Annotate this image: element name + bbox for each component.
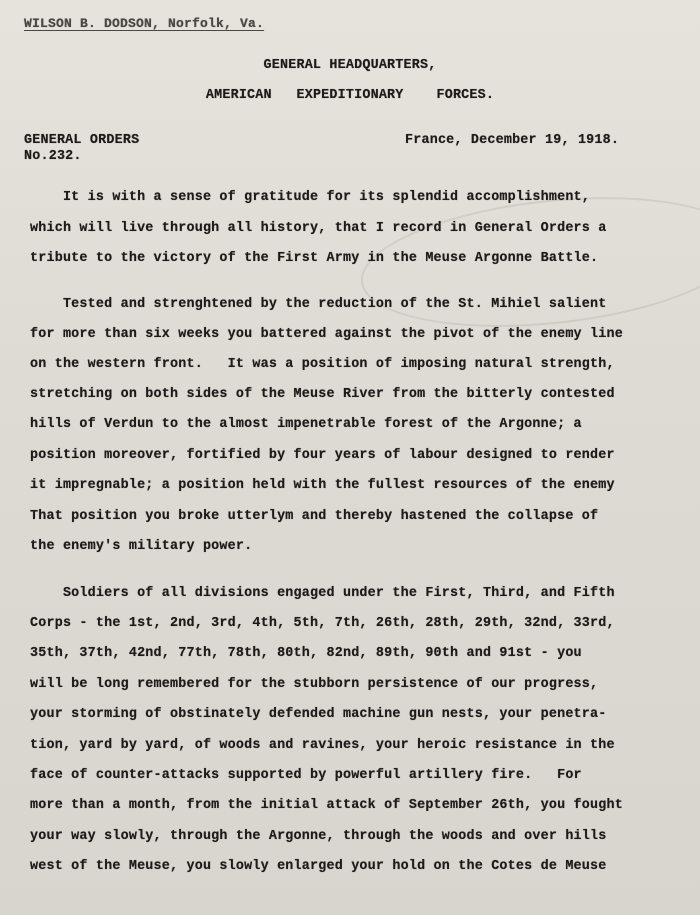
body-line: Soldiers of all divisions engaged under the First, Third, and Fifth xyxy=(30,586,615,601)
heading-line-2: AMERICAN EXPEDITIONARY FORCES. xyxy=(205,88,495,103)
body-line: That position you broke utterlym and thereby hastened the collapse of xyxy=(30,509,599,524)
body-line: for more than six weeks you battered against the pivot of the enemy line xyxy=(30,327,623,342)
body-line: on the western front. It was a position of imposing natural strength, xyxy=(30,357,615,372)
body-line: will be long remembered for the stubborn persistence of our progress, xyxy=(30,677,599,692)
body-line: 35th, 37th, 42nd, 77th, 78th, 80th, 82nd, 89th, 90th and 91st - you xyxy=(30,646,582,661)
place-date: France, December 19, 1918. xyxy=(405,133,620,148)
orders-number: No.232. xyxy=(24,149,82,164)
body-line: your way slowly, through the Argonne, through the woods and over hills xyxy=(30,829,607,844)
body-line: the enemy's military power. xyxy=(30,539,253,554)
body-line: tribute to the victory of the First Army in the Meuse Argonne Battle. xyxy=(30,251,599,266)
body-line: face of counter-attacks supported by powerful artillery fire. For xyxy=(30,768,582,783)
body-line: which will live through all history, that I record in General Orders a xyxy=(30,221,607,236)
body-line: it impregnable; a position held with the fullest resources of the enemy xyxy=(30,478,615,493)
body-line: It is with a sense of gratitude for its splendid accomplishment, xyxy=(30,190,591,205)
body-line: tion, yard by yard, of woods and ravines, your heroic resistance in the xyxy=(30,738,615,753)
body-line: Tested and strenghtened by the reduction of the St. Mihiel salient xyxy=(30,297,607,312)
orders-label: GENERAL ORDERS xyxy=(24,133,140,148)
heading-line-1: GENERAL HEADQUARTERS, xyxy=(263,58,437,73)
body-line: your storming of obstinately defended machine gun nests, your penetra- xyxy=(30,707,607,722)
letterhead: WILSON B. DODSON, Norfolk, Va. xyxy=(24,16,265,31)
body-line: hills of Verdun to the almost impenetrable forest of the Argonne; a xyxy=(30,417,582,432)
body-line: more than a month, from the initial attack of September 26th, you fought xyxy=(30,798,623,813)
body-line: position moreover, fortified by four years of labour designed to render xyxy=(30,448,615,463)
body-line: stretching on both sides of the Meuse River from the bitterly contested xyxy=(30,387,615,402)
body-line: Corps - the 1st, 2nd, 3rd, 4th, 5th, 7th, 26th, 28th, 29th, 32nd, 33rd, xyxy=(30,616,615,631)
body-line: west of the Meuse, you slowly enlarged your hold on the Cotes de Meuse xyxy=(30,859,607,874)
